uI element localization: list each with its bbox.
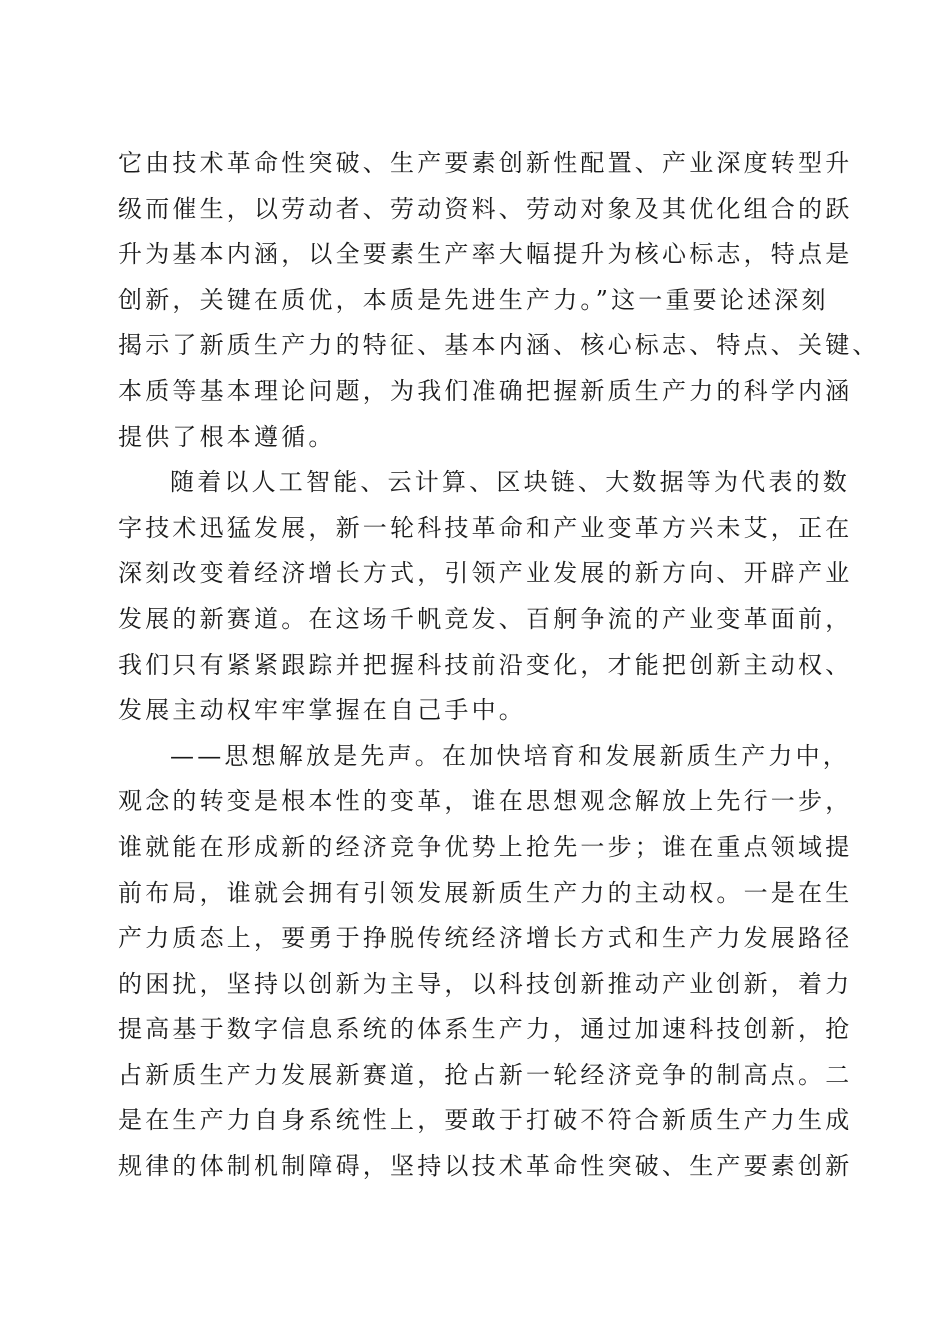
paragraph-first-line: 随着以人工智能、云计算、区块链、大数据等为代表的数 [170,468,850,497]
text-line: 前布局，谁就会拥有引领发展新质生产力的主动权。一是在生 [118,878,853,907]
text-line: 是在生产力自身系统性上，要敢于打破不符合新质生产力生成 [118,1106,853,1135]
text-line: 产力质态上，要勇于挣脱传统经济增长方式和生产力发展路径 [118,924,853,953]
text-line: 字技术迅猛发展，新一轮科技革命和产业变革方兴未艾，正在 [118,513,853,542]
text-line: 升为基本内涵，以全要素生产率大幅提升为核心标志，特点是 [118,240,853,269]
text-line: 本质等基本理论问题，为我们准确把握新质生产力的科学内涵 [118,376,853,405]
text-line: 我们只有紧紧跟踪并把握科技前沿变化，才能把创新主动权、 [118,650,853,679]
text-line: 占新质生产力发展新赛道，抢占新一轮经济竞争的制高点。二 [118,1060,853,1089]
text-line: 创新，关键在质优，本质是先进生产力。”这一重要论述深刻 [118,285,829,314]
text-line: 发展的新赛道。在这场千帆竞发、百舸争流的产业变革面前， [118,604,853,633]
text-line: 提高基于数字信息系统的体系生产力，通过加速科技创新，抢 [118,1015,853,1044]
paragraph-first-line: ——思想解放是先声。在加快培育和发展新质生产力中， [170,741,850,770]
text-line: 提供了根本遵循。 [118,422,336,451]
body-text [118,141,880,1190]
text-line: 级而催生，以劳动者、劳动资料、劳动对象及其优化组合的跃 [118,194,853,223]
text-line: 观念的转变是根本性的变革，谁在思想观念解放上先行一步， [118,787,853,816]
text-line: 发展主动权牢牢掌握在自己手中。 [118,696,526,725]
text-line: 谁就能在形成新的经济竞争优势上抢先一步；谁在重点领域提 [118,832,853,861]
text-line: 的困扰，坚持以创新为主导，以科技创新推动产业创新，着力 [118,969,853,998]
text-line: 它由技术革命性突破、生产要素创新性配置、产业深度转型升 [118,149,853,177]
text-line: 揭示了新质生产力的特征、基本内涵、核心标志、特点、关键、 [118,331,880,360]
text-line: 深刻改变着经济增长方式，引领产业发展的新方向、开辟产业 [118,559,853,588]
text-line: 规律的体制机制障碍，坚持以技术革命性突破、生产要素创新 [118,1152,853,1181]
